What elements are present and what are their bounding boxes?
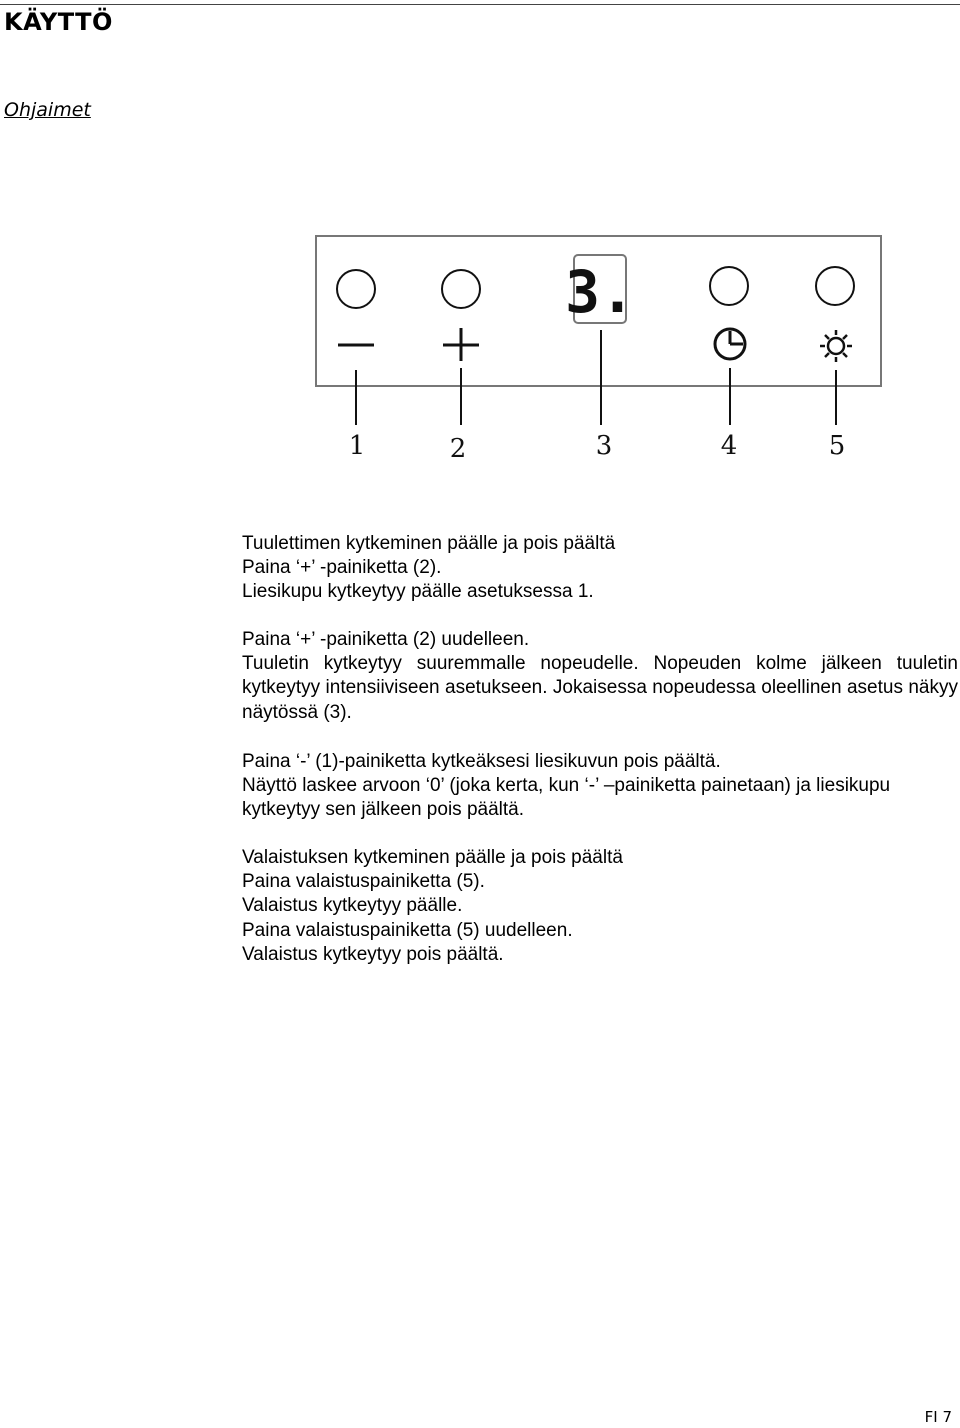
callout-number-4: 4 [720, 431, 738, 461]
callout-number-2: 2 [449, 434, 467, 464]
callout-number-3: 3 [595, 431, 613, 461]
page-number: FI 7 [924, 1408, 952, 1426]
page-title: KÄYTTÖ [4, 8, 113, 36]
control-panel-diagram [300, 225, 900, 475]
display-value: 3. [565, 258, 635, 326]
light-section [242, 846, 958, 967]
fan-para3-body: Näyttö laskee arvoon ‘0’ (joka kerta, kun ‘-’ –painiketta painetaan) ja liesikupu kytkeytyy sen jälkeen pois päältä. [242, 775, 891, 821]
fan-line1: Paina ‘+’ -painiketta (2). [242, 557, 442, 579]
top-rule [0, 4, 960, 5]
fan-line2: Liesikupu kytkeytyy päälle asetuksessa 1. [242, 581, 594, 603]
fan-para2-body: Tuuletin kytkeytyy suuremmalle nopeudelle. Nopeuden kolme jälkeen tuuletin kytkeytyy intensiiviseen asetukseen. Jokaisessa nopeudessa oleellinen asetus näkyy näytössä (3). [242, 653, 958, 723]
callout-number-5: 5 [828, 431, 846, 461]
fan-section [242, 532, 958, 605]
section-subtitle: Ohjaimet [4, 99, 91, 121]
fan-para2-line1: Paina ‘+’ -painiketta (2) uudelleen. [242, 629, 530, 650]
light-line3: Paina valaistuspainiketta (5) uudelleen. [242, 919, 573, 941]
light-line2: Valaistus kytkeytyy päälle. [242, 895, 463, 917]
fan-heading: Tuulettimen kytkeminen päälle ja pois päältä [242, 533, 616, 554]
fan-para3-line1: Paina ‘-’ (1)-painiketta kytkeäksesi liesikuvun pois päältä. [242, 751, 721, 772]
light-line1: Paina valaistuspainiketta (5). [242, 871, 485, 893]
light-heading: Valaistuksen kytkeminen päälle ja pois päältä [242, 847, 623, 868]
fan-off-section [242, 750, 958, 823]
callout-number-1: 1 [348, 431, 366, 461]
speed-display [565, 255, 635, 326]
fan-speed-section [242, 628, 958, 725]
light-line4: Valaistus kytkeytyy pois päältä. [242, 943, 504, 965]
